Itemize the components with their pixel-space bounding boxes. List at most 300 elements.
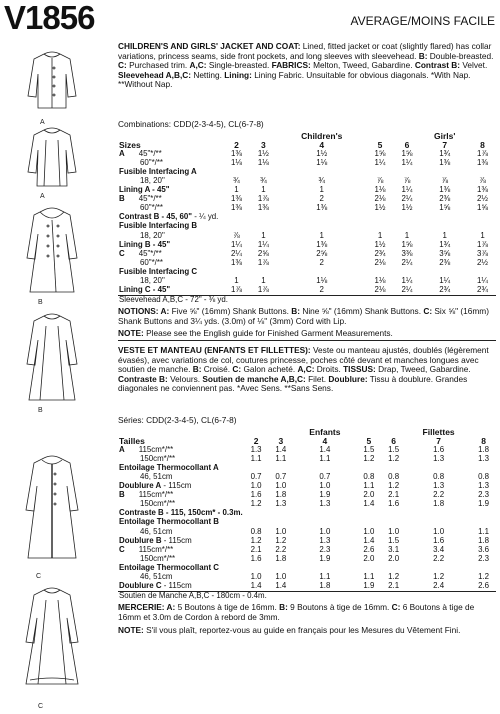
table-cell: 3.6 — [478, 544, 490, 554]
table-cell: 0.8 — [363, 472, 375, 482]
table-cell: 1.6 — [250, 490, 262, 500]
table-cell: 1⅛ — [257, 157, 269, 167]
bold-lead: B: — [291, 306, 301, 316]
table-cell: ¾ — [233, 176, 240, 186]
table-cell: 1 — [261, 185, 266, 195]
table-row — [118, 286, 496, 296]
table-row — [118, 295, 496, 305]
table-cell: 1.1 — [363, 481, 375, 491]
table-cell: 2¾ — [420, 286, 469, 296]
table-cell: 1⅜ — [477, 157, 488, 167]
row-label: 150cm*/** — [140, 553, 176, 563]
table-cell: 2⅝ — [257, 248, 269, 258]
body-text: Five ⅝" (16mm) Shank Buttons. — [169, 306, 292, 316]
table-cell: 1⅞ — [223, 286, 250, 296]
table-row — [118, 427, 496, 436]
table-cell: 0.7 — [319, 472, 331, 482]
table-cell: 1.4 — [363, 535, 375, 545]
row-label: Fusible Interfacing B — [119, 221, 198, 231]
table-cell: 2¼ — [394, 286, 421, 296]
table-cell: 1⅛ — [316, 276, 328, 286]
body-text: Drap, Tweed, Gabardine. — [375, 364, 471, 375]
table-cell: 1¼ — [257, 239, 269, 249]
table-cell: 1.3 — [478, 481, 490, 491]
table-cell: 6 — [391, 435, 397, 446]
table-cell: 4 — [322, 435, 328, 446]
table-cell: 1.9 — [319, 490, 331, 500]
table-cell: 1 — [234, 276, 239, 286]
table-cell: 0.8 — [250, 526, 262, 536]
bold-lead: VESTE ET MANTEAU (ENFANTS ET FILLETTES): — [118, 345, 311, 355]
table-cell: 1⅞ — [257, 257, 269, 267]
table-cell: 1.2 — [478, 572, 490, 582]
table-row — [118, 240, 496, 249]
table-row — [118, 436, 496, 445]
combinations-label: Combinations: CDD(2-3-4-5), CL(6-7-8) — [118, 119, 264, 129]
table-cell: 1¼ — [439, 276, 451, 286]
table-cell: 1.2 — [363, 453, 375, 463]
body-text: Filet. — [305, 373, 329, 384]
table-cell: 3.1 — [388, 544, 400, 554]
table-cell — [367, 213, 394, 222]
table-cell: 5 — [366, 435, 372, 446]
table-cell: 1 — [442, 230, 447, 240]
table-cell: Fillettes — [422, 426, 455, 437]
table-cell: 2 — [253, 435, 259, 446]
row-label: Fusible Interfacing A — [119, 166, 197, 176]
row-label: Lining B - 45" — [119, 239, 171, 249]
table-row — [118, 131, 496, 140]
table-cell: 2 — [319, 194, 324, 204]
table-cell: 1.3 — [433, 453, 445, 463]
table-cell: 1¼ — [401, 185, 413, 195]
table-cell — [277, 213, 367, 222]
table-cell: 1½ — [316, 148, 328, 158]
table-cell: 1.0 — [250, 481, 262, 491]
table-cell: 1.0 — [388, 526, 400, 536]
table-cell: 2.2 — [433, 553, 445, 563]
table-row — [118, 582, 496, 592]
table-cell — [469, 222, 496, 231]
table-cell: 1⅝ — [374, 148, 386, 158]
table-cell: Children's — [301, 130, 343, 141]
table-cell: 1.4 — [319, 444, 331, 454]
bold-lead: NOTE: — [118, 625, 144, 635]
row-label: Fusible Interfacing C — [119, 266, 198, 276]
french-description — [118, 346, 496, 394]
series-label: Séries: CDD(2-3-4-5), CL(6-7-8) — [118, 415, 237, 425]
bold-lead: Sleevehead A,B,C: — [118, 69, 192, 80]
table-cell: 2¼ — [230, 248, 242, 258]
table-cell: 1 — [261, 230, 266, 240]
table-cell: Enfants — [309, 426, 341, 437]
table-cell: 1.2 — [250, 499, 262, 509]
table-cell: ⅞ — [479, 176, 486, 186]
row-label: C 115cm*/** — [119, 544, 174, 554]
table-cell: 1.4 — [268, 582, 293, 592]
table-cell: 2¾ — [374, 248, 386, 258]
row-label: 60"*/** — [140, 157, 163, 167]
table-cell: 0.8 — [478, 472, 490, 482]
table-cell: 1¼ — [477, 276, 488, 286]
table-cell: ⅞ — [441, 176, 449, 186]
body-text: Velours. — [167, 373, 203, 384]
table-cell: 1⅜ — [230, 194, 242, 204]
bold-lead: C: — [391, 602, 401, 612]
table-cell: 1.6 — [250, 553, 262, 563]
coat-c-front-drawing — [26, 456, 78, 558]
body-text: Single-breasted. — [206, 60, 272, 71]
table-row — [118, 249, 496, 258]
table-cell: 1.2 — [250, 535, 262, 545]
table-cell: 2½ — [477, 194, 488, 204]
table-cell: 1¼ — [401, 157, 413, 167]
table-cell: 1.0 — [319, 526, 331, 536]
row-label: Sleevehead A,B,C - 72" - ⅜ yd. — [119, 295, 228, 305]
table-cell: 1⅝ — [401, 148, 413, 158]
body-text: Double-breasted. — [427, 50, 494, 61]
bold-lead: CHILDREN'S AND GIRLS' JACKET AND COAT: — [118, 41, 301, 51]
table-cell — [394, 213, 421, 222]
pattern-number: V1856 — [4, 0, 95, 36]
table-cell: 1⅝ — [477, 203, 488, 213]
table-cell: 1⅝ — [439, 203, 451, 213]
table-cell: 3⅝ — [439, 248, 451, 258]
table-cell — [250, 222, 277, 231]
body-text: Purchased trim. — [126, 60, 190, 71]
table-cell: 2.0 — [363, 553, 375, 563]
bold-lead: FABRICS: — [271, 60, 311, 71]
bold-lead: NOTIONS: A: — [118, 306, 170, 316]
table-cell — [357, 427, 382, 436]
table-cell — [471, 518, 496, 527]
table-cell: 1.1 — [319, 453, 331, 463]
body-text: Velvet. — [460, 60, 488, 71]
table-cell: 1.2 — [388, 572, 400, 582]
table-cell: 1.8 — [275, 553, 287, 563]
table-cell: 3 — [261, 139, 266, 150]
table-cell: 1.5 — [363, 444, 375, 454]
table-cell: 2.2 — [275, 544, 287, 554]
row-label: Contraste B - 115, 150cm* - 0.3m. — [119, 508, 243, 518]
table-cell: 2.2 — [433, 490, 445, 500]
table-cell — [420, 213, 469, 222]
bold-lead: Lining: — [224, 69, 252, 80]
table-row — [118, 167, 496, 176]
row-label: Lining C - 45" — [118, 286, 223, 296]
table-cell: 1⅜ — [230, 148, 242, 158]
table-cell — [244, 518, 269, 527]
table-cell — [367, 222, 394, 231]
bold-lead: TISSUS: — [343, 364, 376, 375]
table-cell: 1⅛ — [374, 276, 386, 286]
table-cell — [223, 222, 250, 231]
table-cell — [381, 509, 406, 518]
body-text: Tissu à doublure. Grandes diagonales ne conviennent pas. *Avec Sens. **Sans Sens. — [118, 373, 468, 394]
table-cell — [244, 427, 269, 436]
table-cell: 1.0 — [250, 572, 262, 582]
coat-b-front-drawing — [27, 208, 77, 292]
table-cell: 1¾ — [439, 148, 451, 158]
bold-lead: C: — [232, 364, 242, 375]
table-cell: 2⅝ — [316, 248, 328, 258]
table-cell: 6 — [404, 139, 410, 150]
table-cell — [394, 222, 421, 231]
table-cell: 1.3 — [478, 453, 490, 463]
bold-lead: A,C: — [189, 60, 207, 71]
table-cell: 2.6 — [363, 544, 375, 554]
table-cell: 1⅝ — [401, 239, 413, 249]
table-row — [118, 149, 496, 158]
table-cell: 2.0 — [363, 490, 375, 500]
table-cell: 1⅜ — [230, 257, 242, 267]
table-cell: 1¼ — [230, 239, 242, 249]
table-cell: 1½ — [374, 239, 386, 249]
table-cell: 2.1 — [388, 490, 400, 500]
table-cell: 1⅜ — [257, 203, 269, 213]
table-cell — [293, 509, 356, 518]
table-cell: 1⅜ — [316, 203, 328, 213]
row-label: 18, 20" — [140, 230, 165, 240]
table-cell: 1⅛ — [316, 157, 328, 167]
row-label: Lining A - 45" — [119, 185, 170, 195]
body-text: 5 Boutons à tige de 16mm. — [175, 602, 280, 612]
table-cell — [268, 427, 293, 436]
bold-lead: B: — [418, 50, 428, 61]
table-cell: 2.3 — [478, 553, 490, 563]
table-cell: 1½ — [374, 203, 386, 213]
row-label: Soutien de Manche A,B,C - 180cm - 0.4m. — [119, 591, 267, 601]
table-cell: 1.2 — [388, 453, 400, 463]
table-cell — [244, 509, 269, 518]
table-cell: 1 — [404, 230, 410, 240]
table-cell: 1.6 — [433, 444, 445, 454]
table-cell: 7 — [442, 139, 448, 150]
table-cell: 1.0 — [275, 481, 287, 491]
table-cell: 1⅜ — [230, 203, 242, 213]
table-cell — [471, 427, 496, 436]
table-cell: 2.3 — [319, 544, 331, 554]
table-cell: 1.1 — [478, 526, 490, 536]
table-cell: 2.3 — [478, 490, 490, 500]
table-cell: 1 — [234, 185, 239, 195]
table-cell: 2⅜ — [439, 257, 451, 267]
table-cell: 1.9 — [478, 499, 490, 509]
row-label: A 115cm*/** — [119, 444, 174, 454]
bold-lead: NOTE: — [118, 328, 144, 338]
table-cell: 1.2 — [433, 572, 445, 582]
table-cell: 1.2 — [388, 481, 400, 491]
table-cell — [277, 222, 367, 231]
table-row — [118, 591, 496, 601]
table-cell: 2.6 — [471, 582, 496, 592]
table-cell: 0.7 — [275, 472, 287, 482]
table-cell: 1.5 — [388, 444, 400, 454]
table-cell: 2 — [277, 286, 367, 296]
table-cell: 3.4 — [433, 544, 445, 554]
table-cell: 8 — [481, 435, 486, 446]
table-cell: ⅞ — [403, 176, 411, 186]
table-cell: 1⅞ — [477, 239, 488, 249]
bold-lead: MERCERIE: A: — [118, 602, 176, 612]
table-cell: 2⅛ — [374, 194, 386, 204]
bold-lead: B: — [192, 364, 202, 375]
jacket-a-front-drawing — [28, 52, 76, 108]
table-cell: 1.1 — [275, 453, 287, 463]
table-cell: ⅞ — [376, 176, 384, 186]
body-text: Droits. — [314, 364, 344, 375]
row-label: Entoilage Thermocollant A — [119, 462, 219, 472]
row-label: 18, 20" — [140, 176, 165, 186]
body-text: 6 Boutons à tige de 16mm et 3.0m de Cordon à rebord de 3mm. — [118, 602, 475, 622]
view-label-c-back: C — [38, 703, 44, 710]
table-row — [118, 518, 496, 527]
yardage-table-french — [118, 427, 496, 601]
table-cell: 1.4 — [275, 444, 287, 454]
table-cell: 2.0 — [388, 553, 400, 563]
table-cell: 3 — [278, 435, 284, 446]
table-cell: 1 — [319, 185, 324, 195]
table-cell: 1 — [319, 230, 324, 240]
table-cell — [268, 518, 293, 527]
table-cell — [420, 222, 469, 231]
bold-lead: C: — [423, 306, 433, 316]
table-cell: 2⅛ — [367, 286, 394, 296]
bold-lead: B: — [279, 602, 288, 612]
table-cell: 1.4 — [363, 499, 375, 509]
table-cell: 5 — [377, 139, 383, 150]
row-label: Entoilage Thermocollant B — [119, 517, 219, 527]
row-label: 60"*/** — [140, 257, 163, 267]
table-cell: 1.3 — [319, 499, 331, 509]
table-cell: 1¾ — [439, 239, 451, 249]
table-cell: 1.3 — [275, 499, 287, 509]
table-cell: 0.8 — [433, 472, 445, 482]
row-label: Doublure C - 115cm — [118, 582, 244, 592]
table-cell: 1¼ — [374, 157, 386, 167]
table-cell: 1.3 — [250, 444, 262, 454]
table-cell: ⅞ — [233, 230, 240, 240]
table-cell: 1.6 — [388, 499, 400, 509]
table-cell: 1.4 — [244, 582, 269, 592]
table-cell: 3⅞ — [477, 248, 488, 258]
table-cell: 1.0 — [363, 526, 375, 536]
view-label-b-front: B — [38, 299, 43, 306]
view-label-a-back: A — [40, 193, 45, 200]
table-cell: 4 — [319, 139, 325, 150]
table-cell — [357, 518, 382, 527]
notions-french — [118, 603, 496, 622]
table-cell: ¾ — [318, 176, 326, 186]
table-cell — [381, 518, 406, 527]
body-text: S'il vous plaît, reportez-vous au guide en français pour les Mesures du Vêtement Fini. — [143, 625, 461, 635]
table-cell — [293, 518, 356, 527]
table-cell — [381, 427, 406, 436]
row-label: B 45"*/** — [119, 194, 162, 204]
table-cell: 1⅜ — [439, 157, 451, 167]
table-cell: ¾ — [260, 176, 267, 186]
table-cell — [394, 131, 421, 140]
table-cell: 1⅜ — [477, 185, 488, 195]
table-cell: 1½ — [257, 148, 269, 158]
table-cell: 1⅜ — [316, 239, 328, 249]
table-cell: 1½ — [401, 203, 413, 213]
table-cell: 1.8 — [478, 535, 490, 545]
table-cell — [223, 213, 250, 222]
view-label-c-front: C — [36, 573, 42, 580]
row-label: Entoilage Thermocollant C — [119, 562, 219, 572]
body-text: Lining Fabric. Unsuitable for obvious diagonals. *With Nap. **Without Nap. — [118, 69, 471, 90]
table-cell — [268, 509, 293, 518]
view-label-a-front: A — [40, 119, 45, 126]
table-row — [118, 231, 496, 240]
row-label: Sizes — [119, 139, 141, 150]
row-label: 46, 51cm — [140, 572, 173, 582]
table-cell: 1.1 — [363, 572, 375, 582]
row-label: B 115cm*/** — [119, 490, 174, 500]
table-cell — [469, 213, 496, 222]
table-cell — [223, 131, 250, 140]
table-cell: 1.8 — [293, 582, 356, 592]
table-cell: 1.8 — [433, 499, 445, 509]
bold-lead: C: — [118, 60, 127, 71]
table-cell: 2 — [234, 139, 239, 150]
table-cell: 1⅞ — [477, 148, 488, 158]
body-text: Croisé. — [201, 364, 233, 375]
table-cell: 2¾ — [469, 286, 496, 296]
row-label: 46, 51cm — [140, 526, 173, 536]
table-row — [118, 222, 496, 231]
table-cell: Girls' — [434, 130, 456, 141]
row-label: 46, 51cm — [140, 472, 173, 482]
row-label: Doublure A - 115cm — [119, 481, 192, 491]
row-label: 60"*/** — [140, 203, 163, 213]
table-cell: 1⅜ — [439, 185, 451, 195]
bold-lead: Doublure: — [328, 373, 368, 384]
table-cell: 1.8 — [478, 444, 490, 454]
note-french — [118, 626, 496, 636]
table-cell: 2¼ — [401, 194, 413, 204]
table-cell: 1.1 — [250, 453, 262, 463]
row-label: 18, 20" — [140, 276, 165, 286]
table-cell: 1.3 — [319, 535, 331, 545]
table-cell: 1⅛ — [374, 185, 386, 195]
yardage-table-english — [118, 131, 496, 305]
body-text: Galon acheté. — [241, 364, 298, 375]
body-text: Veste ou manteau ajustés, doublés (légèrement évasés), avec variations de col, coutures princesse, poches côté devant et manches longues avec soutien de manche. — [118, 345, 489, 375]
table-cell: 1.0 — [275, 526, 287, 536]
note-english — [118, 329, 496, 339]
table-cell: 8 — [480, 139, 485, 150]
row-label: C 45"*/** — [119, 248, 162, 258]
table-cell: 1⅛ — [230, 157, 242, 167]
table-cell: 2⅛ — [374, 257, 386, 267]
table-cell: 3⅜ — [401, 248, 413, 258]
table-cell: 2.1 — [381, 582, 406, 592]
body-text: Please see the English guide for Finished Garment Measurements. — [143, 328, 393, 338]
notions-english — [118, 307, 496, 326]
table-cell: 1.2 — [275, 535, 287, 545]
table-cell: 1.6 — [433, 535, 445, 545]
bold-lead: Contraste B: — [118, 373, 168, 384]
body-text: Netting. — [191, 69, 225, 80]
body-text: Six ⅝" (16mm) Shank Buttons and 3¼ yds. (3.0m) of ⅛" (3mm) Cord with Lip. — [118, 306, 489, 326]
table-cell: 1.1 — [319, 572, 331, 582]
table-cell: 7 — [436, 435, 441, 446]
row-label: A 45"*/** — [119, 148, 162, 158]
row-label: 150cm*/** — [140, 453, 176, 463]
table-cell: 1 — [480, 230, 485, 240]
